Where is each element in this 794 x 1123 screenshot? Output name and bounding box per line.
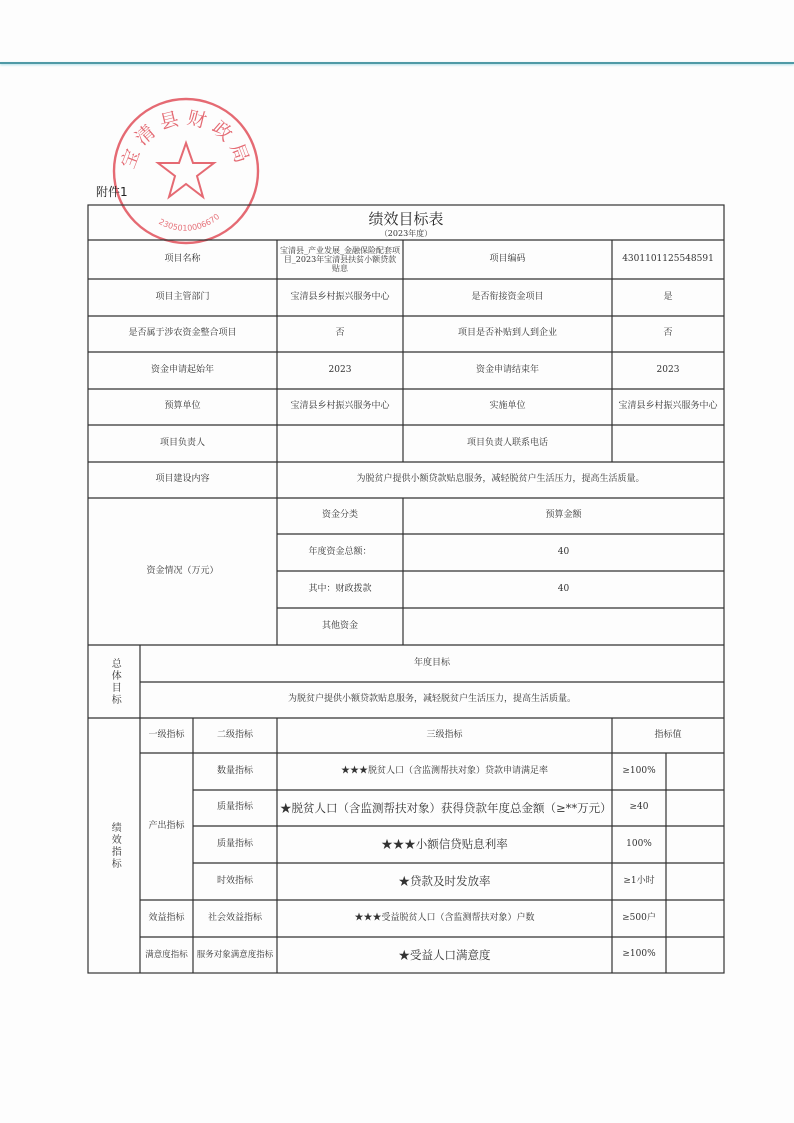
seal-star-icon bbox=[158, 143, 214, 197]
funding-label: 资金情况（万元） bbox=[146, 565, 219, 576]
linked-value: 是 bbox=[663, 291, 673, 302]
indicators-label-text: 绩效指标 bbox=[109, 821, 121, 870]
indicator-value: ≥500户 bbox=[622, 912, 656, 923]
header-level3: 三级指标 bbox=[426, 729, 463, 740]
leader-label: 项目负责人 bbox=[159, 437, 205, 448]
funding-amount-header: 预算金额 bbox=[545, 510, 582, 521]
linked-label: 是否衔接资金项目 bbox=[471, 291, 544, 302]
content-value: 为脱贫户提供小额贷款贴息服务，减轻脱贫户生活压力，提高生活质量。 bbox=[356, 474, 645, 485]
table-subtitle: （2023年度） bbox=[379, 229, 433, 238]
indicator-value: ≥40 bbox=[629, 802, 649, 813]
indicator-level2: 社会效益指标 bbox=[207, 912, 262, 923]
budget-unit-value: 宝清县乡村振兴服务中心 bbox=[290, 401, 390, 412]
scan-edge-line bbox=[0, 62, 794, 64]
satisfaction-indicator-label: 满意度指标 bbox=[145, 949, 188, 960]
indicator-level2: 质量指标 bbox=[216, 802, 253, 813]
indicator-level3: ★★★脱贫人口（含监测帮扶对象）贷款申请满足率 bbox=[340, 765, 548, 776]
overall-goal-label-text: 总体目标 bbox=[109, 657, 121, 706]
header-level1: 一级指标 bbox=[148, 729, 185, 740]
funding-row-value: 40 bbox=[557, 546, 570, 557]
indicator-level3: ★脱贫人口（含监测帮扶对象）获得贷款年度总金额（≥**万元） bbox=[280, 800, 612, 815]
funding-row-name: 其中：财政拨款 bbox=[308, 583, 372, 594]
indicator-level3: ★★★受益脱贫人口（含监测帮扶对象）户数 bbox=[354, 912, 535, 923]
start-year-value: 2023 bbox=[328, 364, 352, 375]
impl-unit-value: 宝清县乡村振兴服务中心 bbox=[618, 401, 718, 412]
seal-text: 宝清县财政局 bbox=[117, 106, 255, 172]
funding-category-header: 资金分类 bbox=[321, 510, 358, 521]
end-year-value: 2023 bbox=[656, 364, 680, 375]
project-code-label: 项目编码 bbox=[489, 253, 526, 264]
funding-row-value bbox=[403, 608, 724, 645]
start-year-label: 资金申请起始年 bbox=[150, 364, 214, 375]
indicator-level2: 数量指标 bbox=[216, 765, 253, 776]
leader-value bbox=[277, 425, 403, 462]
leader-phone-label: 项目负责人联系电话 bbox=[466, 437, 548, 448]
indicator-value: ≥1小时 bbox=[623, 875, 655, 886]
dept-label: 项目主管部门 bbox=[155, 291, 210, 302]
agri-value: 否 bbox=[335, 328, 345, 339]
dept-value: 宝清县乡村振兴服务中心 bbox=[290, 291, 390, 302]
budget-unit-label: 预算单位 bbox=[164, 401, 201, 412]
content-label: 项目建设内容 bbox=[155, 474, 210, 485]
overall-goal-label bbox=[88, 645, 140, 718]
indicator-level3: ★贷款及时发放率 bbox=[398, 874, 491, 889]
funding-row-name: 年度资金总额： bbox=[308, 546, 372, 557]
indicator-value: 100% bbox=[626, 838, 652, 849]
funding-row-name: 其他资金 bbox=[321, 620, 358, 631]
project-name-label: 项目名称 bbox=[164, 253, 201, 264]
overall-goal-header: 年度目标 bbox=[413, 657, 450, 668]
indicator-level3: ★★★小额信贷贴息利率 bbox=[381, 837, 508, 852]
overall-goal-text: 为脱贫户提供小额贷款贴息服务，减轻脱贫户生活压力，提高生活质量。 bbox=[287, 694, 576, 705]
indicator-level3: ★受益人口满意度 bbox=[398, 947, 491, 962]
impl-unit-label: 实施单位 bbox=[489, 401, 526, 412]
indicator-value: ≥100% bbox=[622, 765, 656, 776]
indicator-level2: 时效指标 bbox=[216, 875, 253, 886]
end-year-label: 资金申请结束年 bbox=[475, 364, 539, 375]
subsidy-label: 项目是否补贴到人到企业 bbox=[457, 328, 557, 339]
header-value: 指标值 bbox=[654, 729, 682, 740]
funding-row-value: 40 bbox=[557, 583, 570, 594]
indicator-value: ≥100% bbox=[622, 949, 656, 960]
header-level2: 二级指标 bbox=[216, 729, 253, 740]
benefit-indicator-label: 效益指标 bbox=[148, 912, 185, 923]
agri-label: 是否属于涉农资金整合项目 bbox=[128, 328, 237, 339]
attachment-label: 附件1 bbox=[96, 185, 128, 199]
svg-text:宝清县财政局 bbox=[117, 107, 255, 172]
seal-number: 2305010006670 bbox=[157, 211, 222, 233]
leader-phone-value bbox=[612, 425, 724, 462]
indicator-level2: 服务对象满意度指标 bbox=[196, 949, 274, 960]
subsidy-value: 否 bbox=[663, 328, 673, 339]
indicators-label bbox=[88, 718, 140, 973]
project-code-value: 4301101125548591 bbox=[622, 253, 714, 264]
table-title: 绩效目标表 bbox=[368, 210, 444, 228]
indicator-level2: 质量指标 bbox=[216, 838, 253, 849]
output-indicator-label: 产出指标 bbox=[148, 820, 185, 831]
project-name-value: 宝清县_产业发展_金融保险配套项目_2023年宝清县扶贫小额贷款贴息 bbox=[280, 245, 400, 274]
